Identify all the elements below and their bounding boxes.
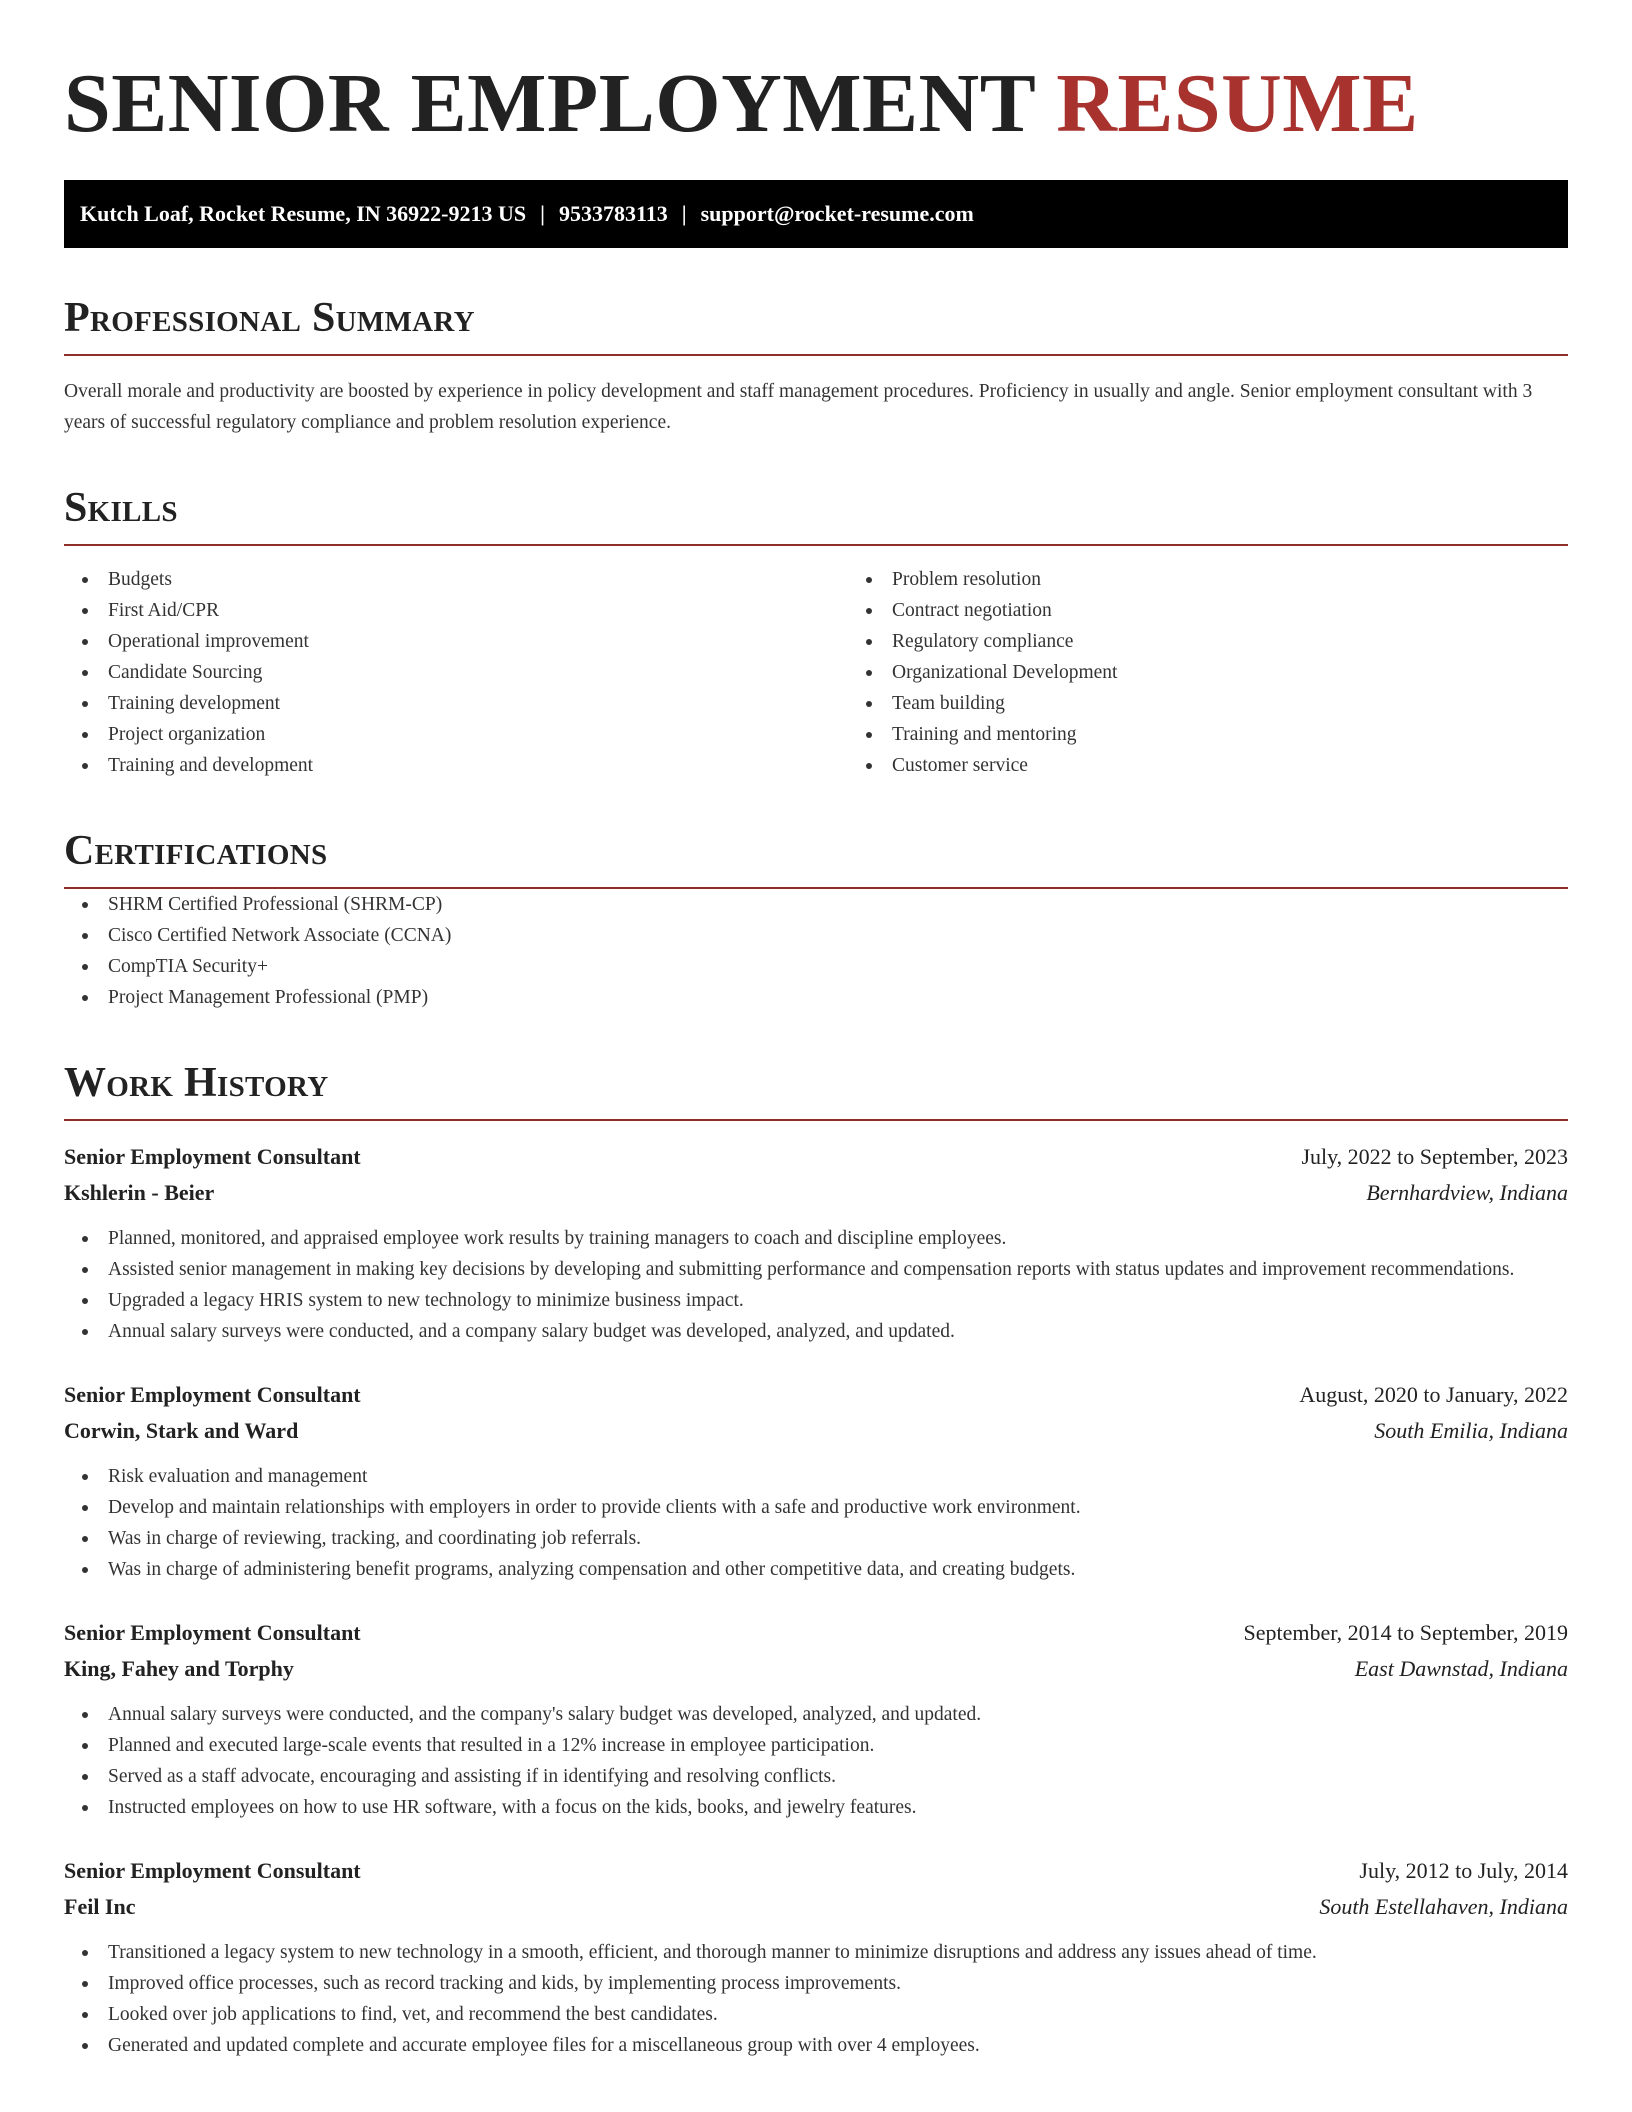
skills-list-left <box>64 564 848 781</box>
skill-item: Organizational Development <box>892 657 1568 688</box>
certification-item: Cisco Certified Network Associate (CCNA) <box>108 920 1568 951</box>
job-dates: September, 2014 to September, 2019 <box>1243 1620 1568 1645</box>
section-heading-skills: Skills <box>64 482 1568 546</box>
job-header-row <box>64 1139 1568 1175</box>
job-header-row <box>64 1853 1568 1889</box>
skill-item: Regulatory compliance <box>892 626 1568 657</box>
certifications-list <box>64 889 1568 1013</box>
job-entry <box>64 1377 1568 1585</box>
skill-item: Team building <box>892 688 1568 719</box>
job-bullet: Develop and maintain relationships with employers in order to provide clients with a safe and productive work environment. <box>108 1492 1568 1523</box>
skill-item: Problem resolution <box>892 564 1568 595</box>
job-bullet: Was in charge of reviewing, tracking, and coordinating job referrals. <box>108 1523 1568 1554</box>
job-bullet: Annual salary surveys were conducted, and the company's salary budget was developed, analyzed, and updated. <box>108 1699 1568 1730</box>
summary-text: Overall morale and productivity are boosted by experience in policy development and staff management procedures. Proficiency in usually and angle. Senior employment consultant with 3 years of successful regulatory compliance and problem resolution experience. <box>64 381 1533 433</box>
title-accent: RESUME <box>1056 57 1419 150</box>
skill-item: Training development <box>108 688 848 719</box>
job-dates: July, 2012 to July, 2014 <box>1359 1858 1568 1883</box>
job-bullet: Generated and updated complete and accurate employee files for a miscellaneous group with over 4 employees. <box>108 2030 1568 2061</box>
job-bullet: Annual salary surveys were conducted, and a company salary budget was developed, analyzed, and updated. <box>108 1316 1568 1347</box>
job-company: Corwin, Stark and Ward <box>64 1418 299 1443</box>
job-company: King, Fahey and Torphy <box>64 1656 294 1681</box>
contact-phone[interactable]: 9533783113 <box>558 201 668 226</box>
job-bullet: Improved office processes, such as record tracking and kids, by implementing process improvements. <box>108 1968 1568 1999</box>
contact-bar <box>64 180 1568 248</box>
resume-title <box>64 52 1568 156</box>
job-bullet: Looked over job applications to find, vet, and recommend the best candidates. <box>108 1999 1568 2030</box>
certifications-section <box>64 825 1568 1013</box>
job-bullet: Planned, monitored, and appraised employee work results by training managers to coach and discipline employees. <box>108 1223 1568 1254</box>
job-location: East Dawnstad, Indiana <box>1354 1656 1568 1681</box>
contact-email[interactable]: support@rocket-resume.com <box>700 201 974 226</box>
job-role: Senior Employment Consultant <box>64 1144 361 1169</box>
skill-item: Customer service <box>892 750 1568 781</box>
skill-item: Operational improvement <box>108 626 848 657</box>
job-company: Kshlerin - Beier <box>64 1180 215 1205</box>
certification-item: CompTIA Security+ <box>108 951 1568 982</box>
summary-section <box>64 292 1568 438</box>
skill-item: First Aid/CPR <box>108 595 848 626</box>
job-company-row <box>64 1889 1568 1925</box>
contact-separator: | <box>540 201 545 226</box>
job-bullets <box>64 1223 1568 1347</box>
skill-item: Training and mentoring <box>892 719 1568 750</box>
job-role: Senior Employment Consultant <box>64 1620 361 1645</box>
certification-item: Project Management Professional (PMP) <box>108 982 1568 1013</box>
job-bullets <box>64 1937 1568 2061</box>
section-heading-certifications: Certifications <box>64 825 1568 889</box>
work-history-section <box>64 1057 1568 2061</box>
skill-item: Candidate Sourcing <box>108 657 848 688</box>
job-bullets <box>64 1699 1568 1823</box>
job-company: Feil Inc <box>64 1894 136 1919</box>
job-bullet: Planned and executed large-scale events that resulted in a 12% increase in employee participation. <box>108 1730 1568 1761</box>
job-header-row <box>64 1377 1568 1413</box>
job-company-row <box>64 1651 1568 1687</box>
job-bullet: Assisted senior management in making key decisions by developing and submitting performance and compensation reports with status updates and improvement recommendations. <box>108 1254 1568 1285</box>
certification-item: SHRM Certified Professional (SHRM-CP) <box>108 889 1568 920</box>
job-location: Bernhardview, Indiana <box>1366 1180 1568 1205</box>
skill-item: Training and development <box>108 750 848 781</box>
job-entry <box>64 1615 1568 1823</box>
title-main: SENIOR EMPLOYMENT <box>64 57 1035 150</box>
job-location: South Estellahaven, Indiana <box>1319 1894 1568 1919</box>
job-company-row <box>64 1413 1568 1449</box>
section-heading-summary: Professional Summary <box>64 292 1568 356</box>
section-heading-work-history: Work History <box>64 1057 1568 1121</box>
job-dates: July, 2022 to September, 2023 <box>1301 1144 1568 1169</box>
job-dates: August, 2020 to January, 2022 <box>1299 1382 1568 1407</box>
job-bullet: Was in charge of administering benefit programs, analyzing compensation and other competitive data, and creating budgets. <box>108 1554 1568 1585</box>
skill-item: Contract negotiation <box>892 595 1568 626</box>
job-bullets <box>64 1461 1568 1585</box>
job-location: South Emilia, Indiana <box>1374 1418 1568 1443</box>
skills-list-right <box>848 564 1568 781</box>
skill-item: Budgets <box>108 564 848 595</box>
skill-item: Project organization <box>108 719 848 750</box>
skills-grid <box>64 564 1568 781</box>
job-role: Senior Employment Consultant <box>64 1858 361 1883</box>
job-bullet: Risk evaluation and management <box>108 1461 1568 1492</box>
job-role: Senior Employment Consultant <box>64 1382 361 1407</box>
job-bullet: Served as a staff advocate, encouraging and assisting if in identifying and resolving conflicts. <box>108 1761 1568 1792</box>
job-bullet: Instructed employees on how to use HR software, with a focus on the kids, books, and jewelry features. <box>108 1792 1568 1823</box>
contact-separator: | <box>681 201 687 226</box>
job-header-row <box>64 1615 1568 1651</box>
skills-section <box>64 482 1568 781</box>
job-entry <box>64 1139 1568 1347</box>
job-bullet: Transitioned a legacy system to new technology in a smooth, efficient, and thorough manner to minimize disruptions and address any issues ahead of time. <box>108 1937 1568 1968</box>
job-company-row <box>64 1175 1568 1211</box>
job-entry <box>64 1853 1568 2061</box>
job-bullet: Upgraded a legacy HRIS system to new technology to minimize business impact. <box>108 1285 1568 1316</box>
contact-address: Kutch Loaf, Rocket Resume, IN 36922-9213 US <box>80 201 527 226</box>
